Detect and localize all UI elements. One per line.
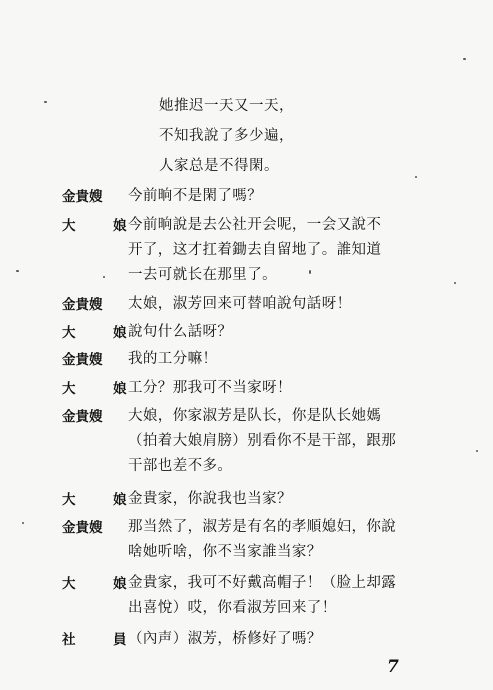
dialogue-line: 出喜悅）哎，你看淑芳回来了！ [128, 600, 337, 616]
dialogue-line: 金貴家，你說我也当家？ [128, 491, 292, 507]
dialogue-line: 啥她听啥，你不当家誰当家？ [128, 544, 322, 560]
dialogue-line: 大娘，你家淑芳是队长，你是队长她媽 [128, 408, 382, 424]
dialogue-line: 我的工分嘛！ [128, 351, 218, 367]
speaker-name: 大 娘 [62, 325, 139, 341]
page-number: 7 [387, 657, 399, 677]
dialogue-line: 金貴家，我可不好戴高帽子！（脸上却露 [128, 575, 397, 591]
speaker-name: 金貴嫂 [62, 409, 103, 425]
scan-speck [22, 522, 24, 524]
dialogue-line: （內声）淑芳，桥修好了嗎？ [128, 631, 322, 647]
speaker-name: 金貴嫂 [62, 297, 103, 313]
speaker-name: 大 娘 [62, 492, 139, 508]
scan-speck [454, 282, 456, 284]
dialogue-line: 說句什么話呀？ [128, 324, 233, 340]
scan-speck [463, 58, 466, 60]
scan-speck [103, 276, 105, 278]
verse-line: 她推迟一天又一天， [159, 98, 294, 114]
speaker-name: 大 娘 [62, 381, 139, 397]
speaker-name: 金貴嫂 [62, 520, 103, 536]
speaker-name: 金貴嫂 [62, 189, 103, 205]
speaker-name: 大 娘 [62, 218, 139, 234]
speaker-name: 金貴嫂 [62, 352, 103, 368]
scan-speck [16, 270, 19, 272]
scan-speck [309, 270, 311, 274]
scan-speck [44, 101, 47, 103]
verse-line: 不知我說了多少遍， [159, 128, 294, 144]
scan-speck [415, 176, 417, 178]
dialogue-line: 今前晌不是閑了嗎？ [128, 188, 263, 204]
dialogue-line: 开了，这才扛着鋤去自留地了。誰知道 [128, 242, 382, 258]
dialogue-line: 一去可就长在那里了。 [128, 267, 277, 283]
dialogue-line: 今前晌說是去公社开会呢，一会又說不 [128, 217, 382, 233]
scan-speck [476, 450, 478, 452]
dialogue-line: 干部也差不多。 [128, 458, 233, 474]
dialogue-line: 那当然了，淑芳是有名的孝順媳妇，你說 [128, 519, 397, 535]
dialogue-line: 工分？那我可不当家呀！ [128, 380, 292, 396]
dialogue-line: （拍着大娘肩膀）别看你不是干部，跟那 [128, 433, 397, 449]
dialogue-line: 太娘，淑芳回来可替咱說句話呀！ [128, 296, 352, 312]
speaker-name: 大 娘 [62, 576, 139, 592]
verse-line: 人家总是不得閑。 [159, 158, 279, 174]
speaker-name: 社 員 [62, 632, 139, 648]
